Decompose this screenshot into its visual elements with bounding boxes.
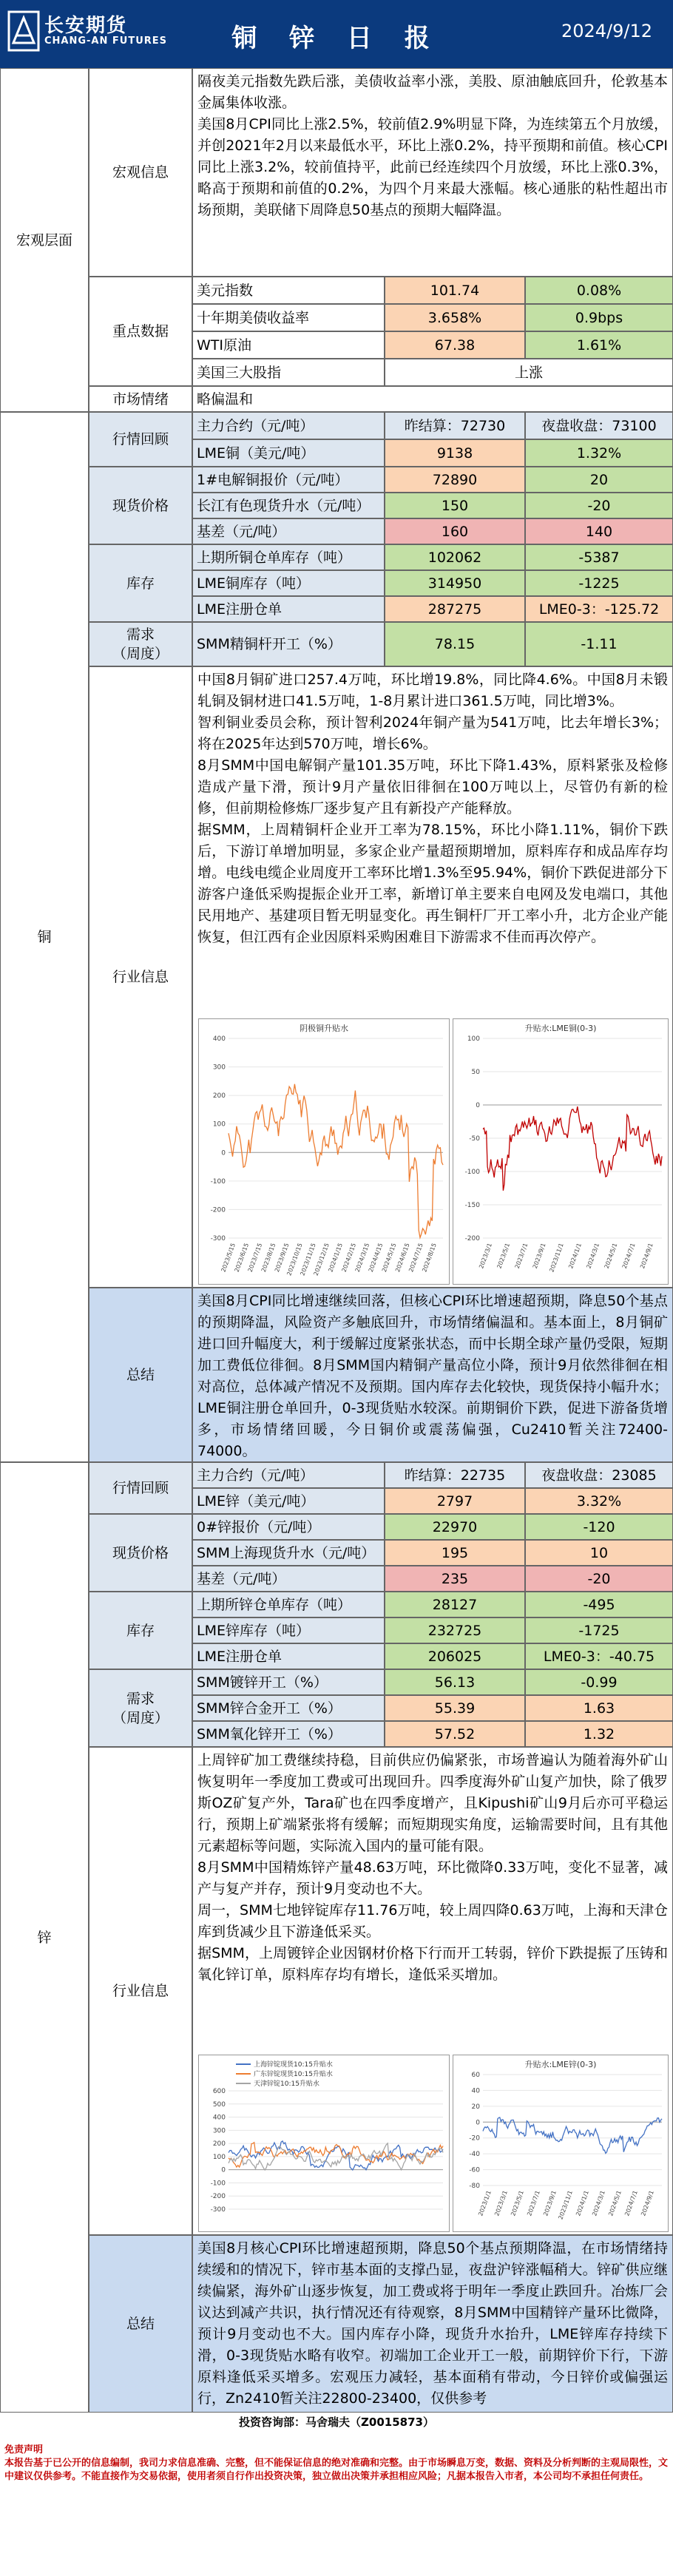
x-tick-label: 2024/1/1 [567,1242,583,1270]
x-tick-label: 2023/11/1 [557,2189,574,2221]
x-tick-label: 2024/1/15 [327,1242,344,1274]
zinc-spot-label: 现货价格 [89,1514,192,1592]
series-line [483,2117,662,2154]
y-tick-label: 0 [221,1149,226,1157]
zinc-row-v1: 206025 [385,1643,525,1669]
copper-row-v1: 昨结算：72730 [385,412,525,439]
sentiment-label: 市场情绪 [89,386,192,412]
zinc-row-name: LME注册仓单 [192,1643,385,1669]
y-tick-label: 500 [212,2100,226,2109]
copper-row-v1: 78.15 [385,622,525,666]
y-tick-label: -200 [210,1206,226,1214]
key-row-change: 上涨 [385,359,673,386]
zinc-row-name: SMM氧化锌开工（%） [192,1721,385,1747]
y-tick-label: -300 [210,2206,226,2214]
zinc-row-v1: 57.52 [385,1721,525,1747]
x-tick-label: 2024/1/1 [575,2189,590,2217]
zinc-row-v1: 232725 [385,1617,525,1643]
x-tick-label: 2023/3/1 [478,1242,493,1270]
y-tick-label: 0 [476,1102,480,1109]
y-tick-label: 50 [471,1069,480,1076]
x-tick-label: 2024/3/1 [585,1242,601,1270]
x-tick-label: 2023/3/1 [493,2189,509,2217]
report-title: 铜 锌 日 报 [231,24,442,53]
copper-row-v1: 150 [385,493,525,518]
key-row-value: 101.74 [385,277,525,304]
copper-row-v1: 9138 [385,439,525,467]
key-data-label: 重点数据 [89,277,192,386]
zinc-row-v1: 195 [385,1540,525,1566]
y-tick-label: 400 [212,1035,226,1043]
series-line [229,1084,443,1238]
x-tick-label: 2024/4/15 [367,1242,385,1274]
zinc-row-name: LME锌库存（吨） [192,1617,385,1643]
copper-lme-spread-chart [453,1018,669,1285]
y-tick-label: 100 [467,1035,480,1043]
copper-industry-paragraph: 据SMM，上周精铜杆企业开工率为78.15%，环比小降1.11%，铜价下跌后，下游订单增加明显，多家企业产量超预期增加，原料库存和成品库存均增。电线电缆企业周度开工率环比增1.3%至95.94%，铜价下跌促进部分下游客户逢低采购提振企业开工率，新增订单主要来自电网及发电端口，其他民用地产、基建项目暂无明显变化。再生铜杆厂开工率小升，北方企业产能恢复，但江西有企业因原料采购困难目下游需求不佳而再次停产。 [197,822,668,945]
zinc-industry-paragraph: 上周锌矿加工费继续持稳，目前供应仍偏紧张，市场普遍认为随着海外矿山恢复明年一季度加工费或可出现回升。四季度海外矿山复产加快，除了俄罗斯OZ矿复产外，Tara矿也在四季度增产，且Kipushi矿山9月后亦可平稳运行，预期上矿端紧张将有缓解；而短期现实角度，运输需要时间，且有其他元素超标等问题，实际流入国内的量可能有限。 [197,1752,668,1854]
copper-row-name: SMM精铜杆开工（%） [192,622,385,666]
x-tick-label: 2023/7/1 [513,1242,530,1270]
x-tick-label: 2023/9/1 [542,2189,558,2217]
y-tick-label: 600 [212,2088,226,2095]
copper-row-name: LME注册仓单 [192,596,385,622]
x-tick-label: 2023/10/15 [285,1242,304,1277]
report-header [0,0,673,68]
y-tick-label: -20 [469,2134,480,2143]
x-tick-label: 2024/2/15 [340,1242,358,1274]
copper-industry-paragraph: 智利铜业委员会称，预计智利2024年铜产量为541万吨，比去年增长3%；将在2025年达到570万吨，增长6%。 [197,714,668,752]
zinc-row-v2: -0.99 [525,1669,673,1695]
zinc-row-v2: 1.63 [525,1695,673,1721]
copper-summary-label: 总结 [89,1288,192,1462]
zinc-row-v2: 3.32% [525,1488,673,1514]
x-tick-label: 2024/8/15 [421,1242,438,1274]
zinc-row-v2: LME0-3：-40.75 [525,1643,673,1669]
copper-market-label: 行情回顾 [89,412,192,467]
chart-title: 升贴水:LME铜(0-3) [524,1024,597,1033]
y-tick-label: 100 [212,1120,226,1129]
legend-label: 广东锌锭现货10:15升贴水 [254,2071,333,2078]
copper-row-v2: 夜盘收盘：73100 [525,412,673,439]
zinc-row-v2: 夜盘收盘：23085 [525,1462,673,1488]
copper-row-name: LME铜库存（吨） [192,570,385,596]
zinc-premium-chart [198,2055,450,2232]
zinc-row-name: 基差（元/吨） [192,1566,385,1592]
key-row-name: 十年期美债收益率 [192,304,385,331]
copper-premium-chart [198,1018,450,1285]
zinc-industry-paragraph: 据SMM，上周镀锌企业因钢材价格下行而开工转弱，锌价下跌提振了压铸和氧化锌订单，原料库存均有增长，逢低采买增加。 [197,1945,668,1983]
y-tick-label: 100 [212,2153,226,2161]
zinc-row-name: SMM上海现货升水（元/吨） [192,1540,385,1566]
x-tick-label: 2023/7/1 [526,2189,541,2217]
logo-cn-text: 长安期货 [44,15,128,37]
x-tick-label: 2024/7/15 [407,1242,425,1274]
zinc-row-name: LME锌（美元/吨） [192,1488,385,1514]
zinc-row-name: 主力合约（元/吨） [192,1462,385,1488]
x-tick-label: 2023/1/1 [477,2189,493,2217]
zinc-row-name: SMM锌合金开工（%） [192,1695,385,1721]
copper-row-name: 上期所铜仓单库存（吨） [192,544,385,570]
x-tick-label: 2023/9/1 [531,1242,547,1270]
disclaimer [0,2441,673,2576]
copper-section-label: 铜 [0,412,89,1462]
zinc-row-name: 0#锌报价（元/吨） [192,1514,385,1540]
copper-row-v1: 160 [385,518,525,544]
y-tick-label: 400 [212,2114,226,2122]
x-tick-label: 2024/9/1 [640,2189,655,2217]
logo-en-text: CHANG-AN FUTURES [44,36,168,47]
x-tick-label: 2024/9/1 [639,1242,655,1270]
key-row-value: 67.38 [385,331,525,359]
disclaimer-text: 本报告基于已公开的信息编制，我司力求信息准确、完整，但不能保证信息的绝对准确和完整。由于市场瞬息万变，数据、资料及分析判断的主观局限性，文中建议仅供参考。不能直接作为交易依据，使用者须自行作出投资决策，独立做出决策并承担相应风险；凡据本报告入市者，本公司均不承担任何责任。 [4,2458,669,2482]
key-row-value: 3.658% [385,304,525,331]
x-tick-label: 2023/5/1 [510,2189,525,2217]
copper-row-v1: 72890 [385,467,525,493]
y-tick-label: -300 [210,1235,226,1243]
y-tick-label: -100 [210,2180,226,2188]
copper-row-v2: -20 [525,493,673,518]
report-date: 2024/9/12 [561,21,652,41]
copper-row-v1: 287275 [385,596,525,622]
y-tick-label: -100 [464,1169,480,1176]
zinc-row-v1: 22970 [385,1514,525,1540]
copper-row-v2: 1.32% [525,439,673,467]
y-tick-label: -100 [210,1177,226,1186]
macro-info-paragraph: 隔夜美元指数先跌后涨，美债收益率小涨，美股、原油触底回升，伦敦基本金属集体收涨。 [197,73,668,111]
y-tick-label: 0 [221,2166,226,2174]
zinc-lme-spread-chart [453,2055,669,2232]
copper-row-v1: 102062 [385,544,525,570]
x-tick-label: 2024/7/1 [620,1242,637,1270]
copper-row-v2: 140 [525,518,673,544]
legend-label: 天津锌锭10:15升贴水 [254,2080,319,2088]
x-tick-label: 2023/11/1 [548,1242,565,1274]
x-tick-label: 2023/5/1 [496,1242,512,1270]
x-tick-label: 2023/12/15 [312,1242,331,1277]
key-row-change: 0.9bps [525,304,673,331]
y-tick-label: -40 [469,2151,480,2159]
x-tick-label: 2023/9/15 [273,1242,291,1274]
y-tick-label: 60 [471,2072,480,2079]
copper-row-v2: LME0-3：-125.72 [525,596,673,622]
y-tick-label: 200 [212,1092,226,1101]
zinc-row-v2: -1725 [525,1617,673,1643]
x-tick-label: 2024/6/15 [394,1242,411,1274]
key-row-name: 美国三大股指 [192,359,385,386]
y-tick-label: 0 [476,2119,480,2127]
copper-inventory-label: 库存 [89,544,192,622]
zinc-section-label: 锌 [0,1462,89,2413]
x-tick-label: 2024/5/1 [603,1242,619,1270]
zinc-row-name: SMM镀锌开工（%） [192,1669,385,1695]
zinc-row-v2: -495 [525,1592,673,1617]
zinc-industry-paragraph: 8月SMM中国精炼锌产量48.63万吨，环比微降0.33万吨，变化不显著，减产与复产并存，预计9月变动也不大。 [197,1859,668,1897]
copper-row-v2: 20 [525,467,673,493]
zinc-summary-label: 总结 [89,2235,192,2413]
copper-summary-text: 美国8月CPI同比增速继续回落，但核心CPI环比增速超预期，降息50个基点的预期降温，风险资产多触底回升，市场情绪偏温和。基本面上，8月铜矿进口回升幅度大，利于缓解过度紧张状态，而中长期全球产量仍受限，短期加工费低位徘徊。8月SMM国内精铜产量高位小降，预计9月依然徘徊在相对高位，总体减产情况不及预期。国内库存去化较快，现货保持小幅升水；LME铜注册仓单回升，0-3现货贴水较深。前期铜价下跌，促进下游备货增多，市场情绪回暖，今日铜价或震荡偏强，Cu2410暂关注72400-74000。 [192,1288,673,1462]
disclaimer-title: 免责声明 [4,2444,44,2455]
x-tick-label: 2023/11/15 [299,1242,317,1277]
copper-row-v2: -5387 [525,544,673,570]
copper-industry-label: 行业信息 [89,666,192,1288]
copper-row-v2: -1.11 [525,622,673,666]
zinc-industry-label: 行业信息 [89,1747,192,2235]
y-tick-label: -80 [469,2183,480,2190]
zinc-industry-paragraph: 周一，SMM七地锌锭库存11.76万吨，较上周四降0.63万吨，上海和天津仓库到货减少且下游逢低采买。 [197,1902,668,1940]
macro-info-label: 宏观信息 [89,68,192,277]
zinc-summary-text: 美国8月核心CPI环比增速超预期，降息50个基点预期降温，在市场情绪持续缓和的情况下，锌市基本面的支撑凸显，夜盘沪锌涨幅稍大。锌矿供应继续偏紧，海外矿山逐步恢复，加工费或将于明年一季度止跌回升。冶炼厂会议达到减产共识，执行情况还有待观察，8月SMM中国精锌产量环比微降，预计9月变动也不大。国内库存小降，现货升水抬升，LME锌库存持续下滑，0-3现货贴水略有收窄。初端加工企业开工一般，前期锌价下行，下游原料逢低采买增多。宏观压力减轻，基本面稍有带动，今日锌价或偏强运行，Zn2410暂关注22800-23400，仅供参考 [192,2235,673,2413]
zinc-row-v1: 2797 [385,1488,525,1514]
x-tick-label: 2024/7/1 [623,2189,639,2217]
y-tick-label: 300 [212,1064,226,1072]
y-tick-label: -200 [210,2193,226,2201]
copper-industry-paragraph: 中国8月铜矿进口257.4万吨，环比增19.8%，同比降4.6%。中国8月未锻轧铜及铜材进口41.5万吨，1-8月累计进口361.5万吨，同比增3%。 [197,672,668,709]
zinc-row-v1: 55.39 [385,1695,525,1721]
x-tick-label: 2024/5/15 [380,1242,398,1274]
zinc-row-v1: 235 [385,1566,525,1592]
copper-spot-label: 现货价格 [89,467,192,544]
copper-demand-label: 需求 （周度） [89,622,192,666]
copper-row-name: LME铜（美元/吨） [192,439,385,467]
series-line [483,1106,662,1191]
y-tick-label: -60 [469,2166,480,2174]
key-row-name: WTI原油 [192,331,385,359]
x-tick-label: 2023/6/15 [233,1242,251,1274]
copper-row-name: 主力合约（元/吨） [192,412,385,439]
y-tick-label: 200 [212,2140,226,2149]
y-tick-label: 300 [212,2127,226,2135]
x-tick-label: 2023/8/15 [260,1242,277,1274]
zinc-demand-label: 需求 （周度） [89,1669,192,1747]
zinc-row-v2: 10 [525,1540,673,1566]
x-tick-label: 2024/3/15 [354,1242,371,1274]
y-tick-label: -150 [464,1202,480,1209]
zinc-market-label: 行情回顾 [89,1462,192,1514]
copper-row-name: 1#电解铜报价（元/吨） [192,467,385,493]
copper-industry-paragraph: 8月SMM中国电解铜产量101.35万吨，环比下降1.43%，原料紧张及检修造成产量下滑，预计9月产量依旧徘徊在100万吨以上，尽管仍有新的检修，但前期检修炼厂逐步复产且有新投产产能释放。 [197,757,668,817]
zinc-row-v2: -120 [525,1514,673,1540]
copper-row-v2: -1225 [525,570,673,596]
x-tick-label: 2024/3/1 [591,2189,606,2217]
sentiment-value: 略偏温和 [192,386,673,412]
copper-row-v1: 314950 [385,570,525,596]
zinc-row-v2: 1.32 [525,1721,673,1747]
analyst-credit: 投资咨询部：马舍瑞夫（Z0015873） [239,2416,434,2429]
key-row-change: 0.08% [525,277,673,304]
zinc-row-v1: 56.13 [385,1669,525,1695]
zinc-row-v2: -20 [525,1566,673,1592]
zinc-row-name: 上期所锌仓单库存（吨） [192,1592,385,1617]
chart-title: 阴极铜升贴水 [300,1024,348,1033]
macro-info-paragraph: 美国8月CPI同比上涨2.5%，较前值2.9%明显下降，为连续第五个月放缓，并创2021年2月以来最低水平，环比上涨0.2%，持平预期和前值。核心CPI同比上涨3.2%，较前值持平，此前已经连续四个月放缓，环比上涨0.3%，略高于预期和前值的0.2%，为四个月来最大涨幅。核心通胀的粘性超出市场预期，美联储下周降息50基点的预期大幅降温。 [197,116,668,218]
zinc-row-v1: 28127 [385,1592,525,1617]
legend-label: 上海锌锭现货10:15升贴水 [254,2061,333,2069]
x-tick-label: 2024/5/1 [607,2189,623,2217]
y-tick-label: 40 [471,2087,480,2095]
copper-row-name: 长江有色现货升水（元/吨） [192,493,385,518]
x-tick-label: 2023/7/15 [246,1242,264,1274]
macro-info-text [192,68,673,277]
x-tick-label: 2023/5/15 [220,1242,237,1274]
y-tick-label: -200 [464,1235,480,1243]
zinc-row-v1: 昨结算：22735 [385,1462,525,1488]
key-row-name: 美元指数 [192,277,385,304]
macro-section-label: 宏观层面 [0,68,89,412]
y-tick-label: -50 [469,1135,480,1143]
y-tick-label: 20 [471,2103,480,2111]
key-row-change: 1.61% [525,331,673,359]
copper-row-name: 基差（元/吨） [192,518,385,544]
chart-title: 升贴水:LME锌(0-3) [524,2060,597,2069]
zinc-inventory-label: 库存 [89,1592,192,1669]
